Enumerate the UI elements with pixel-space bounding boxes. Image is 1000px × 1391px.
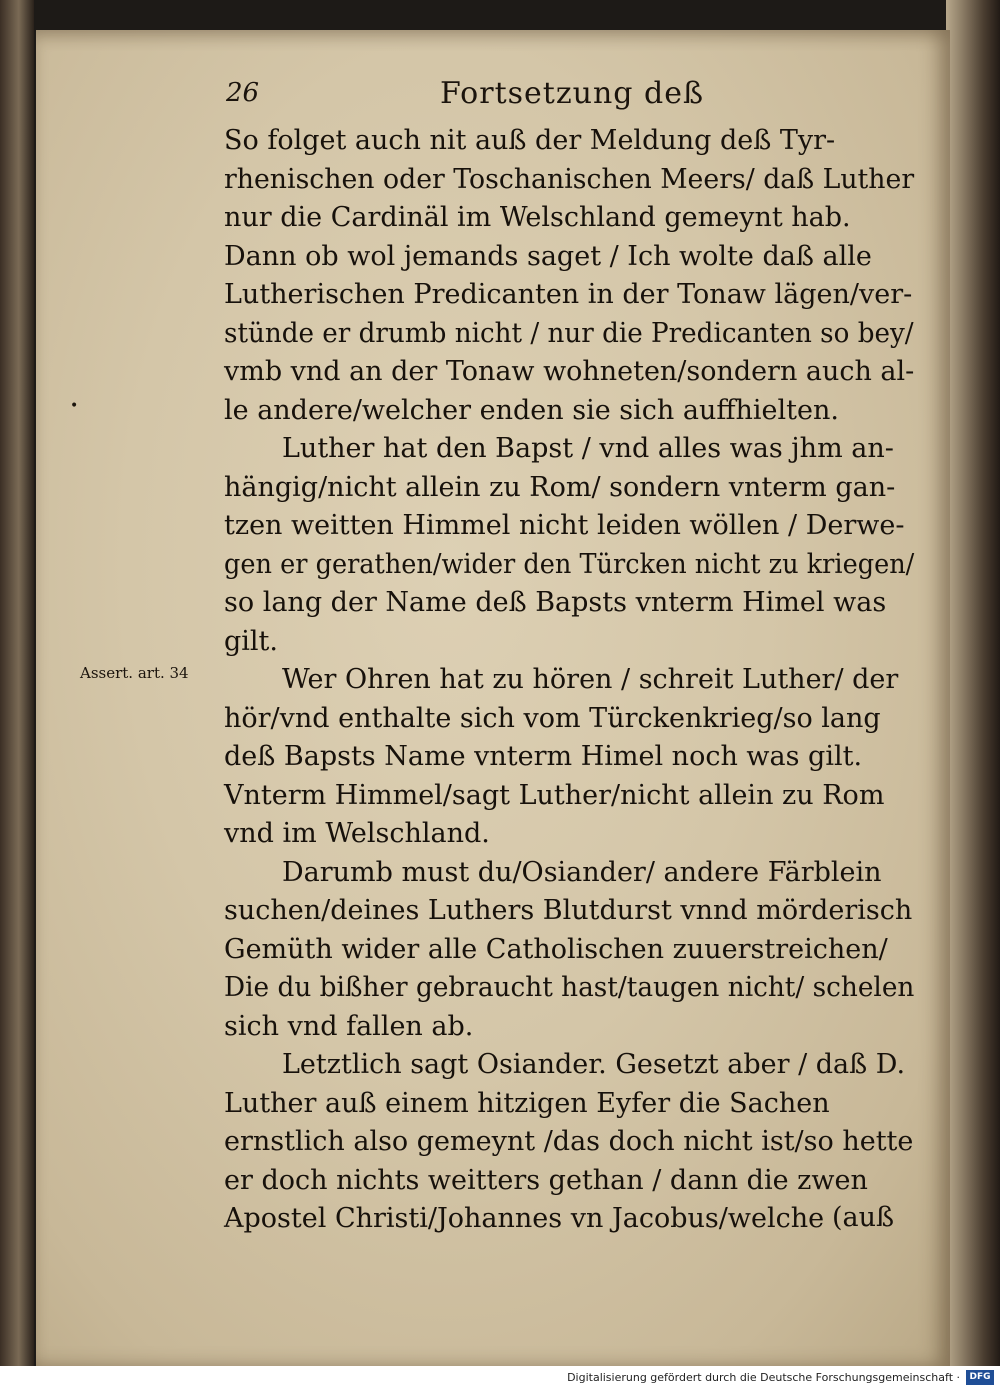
text-line: Luther auß einem hitzigen Eyfer die Sachen: [224, 1087, 830, 1119]
text-line: So folget auch nit auß der Meldung deß Tyr-: [224, 125, 836, 156]
text-line: sich vnd fallen ab.: [224, 1010, 474, 1042]
text-line: Lutherischen Predicanten in der Tonaw lägen/ver-: [224, 279, 913, 310]
margin-mark: •: [70, 398, 79, 414]
text-line: Vnterm Himmel/sagt Luther/nicht allein zu Rom: [224, 779, 885, 811]
text-line: ernstlich also gemeynt /das doch nicht ist/so hette: [224, 1126, 914, 1157]
text-line: er doch nichts weitters gethan / dann die zwen: [224, 1164, 868, 1196]
text-line: le andere/welcher enden sie sich auffhielten.: [224, 394, 839, 426]
text-line: Gemüth wider alle Catholischen zuuerstreichen/: [224, 933, 888, 965]
text-line: deß Bapsts Name vnterm Himel noch was gilt.: [224, 741, 863, 772]
text-line: tzen weitten Himmel nicht leiden wöllen / Derwe-: [224, 510, 905, 541]
margin-note: Assert. art. 34: [80, 664, 189, 682]
text-line: Dann ob wol jemands saget / Ich wolte daß alle: [224, 240, 872, 272]
text-line: Wer Ohren hat zu hören / schreit Luther/ der: [282, 664, 899, 695]
text-line: nur die Cardinäl im Welschland gemeynt hab.: [224, 202, 851, 233]
text-line: suchen/deines Luthers Blutdurst vnnd mörderisch: [224, 895, 913, 926]
footer-bar: [0, 1366, 1000, 1391]
right-binding-board: [946, 0, 1000, 1366]
text-line: Apostel Christi/Johannes vn Jacobus/welche: [224, 1203, 825, 1234]
footer-credit: Digitalisierung gefördert durch die Deutsche Forschungsgemeinschaft ·: [567, 1371, 960, 1384]
left-binding-board: [0, 0, 34, 1366]
text-line: so lang der Name deß Bapsts vnterm Himel was: [224, 587, 887, 618]
text-line: Luther hat den Bapst / vnd alles was jhm an-: [282, 433, 894, 464]
page-number: 26: [226, 78, 260, 108]
text-line: gen er gerathen/wider den Türcken nicht zu kriegen/: [224, 548, 915, 580]
dfg-logo-icon: DFG: [966, 1370, 994, 1385]
running-head: Fortsetzung deß: [440, 76, 705, 111]
catchword: (auß: [832, 1202, 895, 1233]
text-line: gilt.: [224, 625, 278, 657]
text-line: vnd im Welschland.: [224, 818, 490, 849]
text-line: rhenischen oder Toschanischen Meers/ daß Luther: [224, 163, 915, 195]
text-line: Darumb must du/Osiander/ andere Färblein: [282, 856, 882, 888]
body-text: [224, 122, 914, 1239]
text-line: hängig/nicht allein zu Rom/ sondern vnterm gan-: [224, 471, 896, 503]
text-line: hör/vnd enthalte sich vom Türckenkrieg/so lang: [224, 702, 881, 734]
text-line: stünde er drumb nicht / nur die Predicanten so bey/: [224, 317, 914, 349]
text-line: Die du bißher gebraucht hast/taugen nicht/ schelen: [224, 972, 915, 1003]
text-line: Letztlich sagt Osiander. Gesetzt aber / daß D.: [282, 1049, 906, 1080]
text-line: vmb vnd an der Tonaw wohneten/sondern auch al-: [224, 356, 915, 387]
